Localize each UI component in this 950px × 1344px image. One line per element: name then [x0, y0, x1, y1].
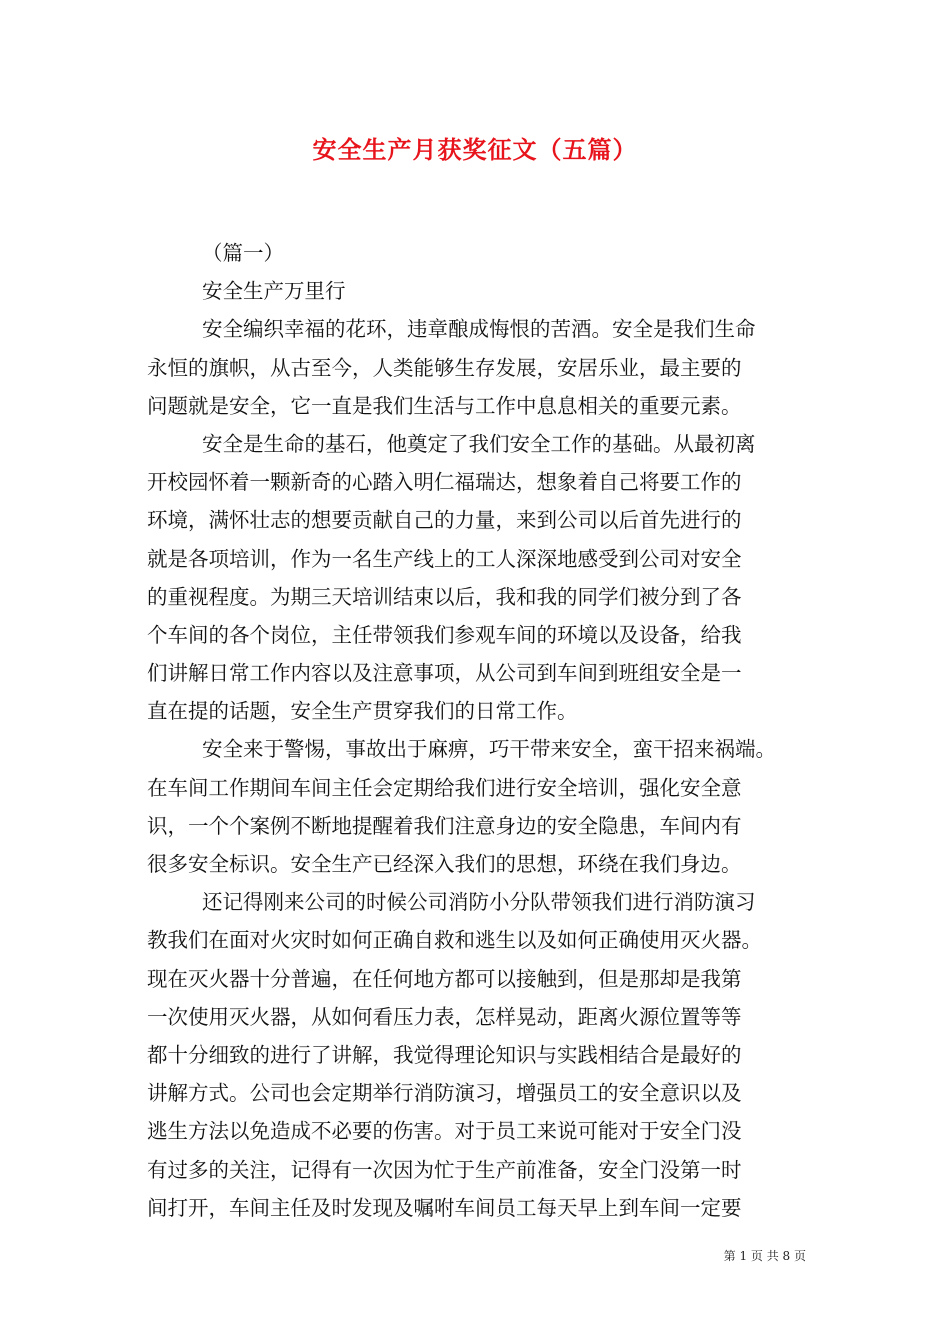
- text-line: 的重视程度。为期三天培训结束以后，我和我的同学们被分到了各: [147, 584, 742, 609]
- text-line: 现在灭火器十分普遍，在任何地方都可以接触到，但是那却是我第: [147, 966, 742, 991]
- page-number: 第 1 页 共 8 页: [723, 1249, 806, 1263]
- text-line: 识，一个个案例不断地提醒着我们注意身边的安全隐患，车间内有: [147, 813, 742, 838]
- document-body: [147, 234, 807, 1227]
- text-line: 个车间的各个岗位，主任带领我们参观车间的环境以及设备，给我: [147, 622, 742, 647]
- text-line: 就是各项培训，作为一名生产线上的工人深深地感受到公司对安全: [147, 546, 742, 571]
- text-line: 直在提的话题，安全生产贯穿我们的日常工作。: [147, 699, 578, 724]
- text-line: 安全编织幸福的花环，违章酿成悔恨的苦酒。安全是我们生命: [202, 317, 756, 342]
- text-line: 安全来于警惕，事故出于麻痹，巧干带来安全，蛮干招来祸端。: [202, 737, 776, 762]
- text-line: 间打开，车间主任及时发现及嘱咐车间员工每天早上到车间一定要: [147, 1195, 742, 1220]
- text-line: 讲解方式。公司也会定期举行消防演习，增强员工的安全意识以及: [147, 1081, 742, 1106]
- text-line: 还记得刚来公司的时候公司消防小分队带领我们进行消防演习: [202, 890, 756, 915]
- text-line: 安全是生命的基石，他奠定了我们安全工作的基础。从最初离: [202, 431, 756, 456]
- text-line: 永恒的旗帜，从古至今，人类能够生存发展，安居乐业，最主要的: [147, 355, 742, 380]
- text-line: 环境，满怀壮志的想要贡献自己的力量，来到公司以后首先进行的: [147, 508, 742, 533]
- text-line: 安全生产万里行: [202, 279, 346, 304]
- text-line: 都十分细致的进行了讲解，我觉得理论知识与实践相结合是最好的: [147, 1042, 742, 1067]
- text-line: 逃生方法以免造成不必要的伤害。对于员工来说可能对于安全门没: [147, 1119, 742, 1144]
- text-line: 教我们在面对火灾时如何正确自救和逃生以及如何正确使用灭火器。: [147, 928, 762, 953]
- text-line: 在车间工作期间车间主任会定期给我们进行安全培训，强化安全意: [147, 775, 742, 800]
- text-line: 有过多的关注，记得有一次因为忙于生产前准备，安全门没第一时: [147, 1157, 742, 1182]
- text-line: 们讲解日常工作内容以及注意事项，从公司到车间到班组安全是一: [147, 661, 742, 686]
- document-title: 安全生产月获奖征文（五篇）: [312, 135, 638, 164]
- text-line: （篇一）: [202, 241, 284, 265]
- text-line: 一次使用灭火器，从如何看压力表，怎样晃动，距离火源位置等等: [147, 1004, 742, 1029]
- text-line: 问题就是安全，它一直是我们生活与工作中息息相关的重要元素。: [147, 393, 742, 418]
- text-line: 开校园怀着一颗新奇的心踏入明仁福瑞达，想象着自己将要工作的: [147, 470, 742, 495]
- text-line: 很多安全标识。安全生产已经深入我们的思想，环绕在我们身边。: [147, 852, 742, 876]
